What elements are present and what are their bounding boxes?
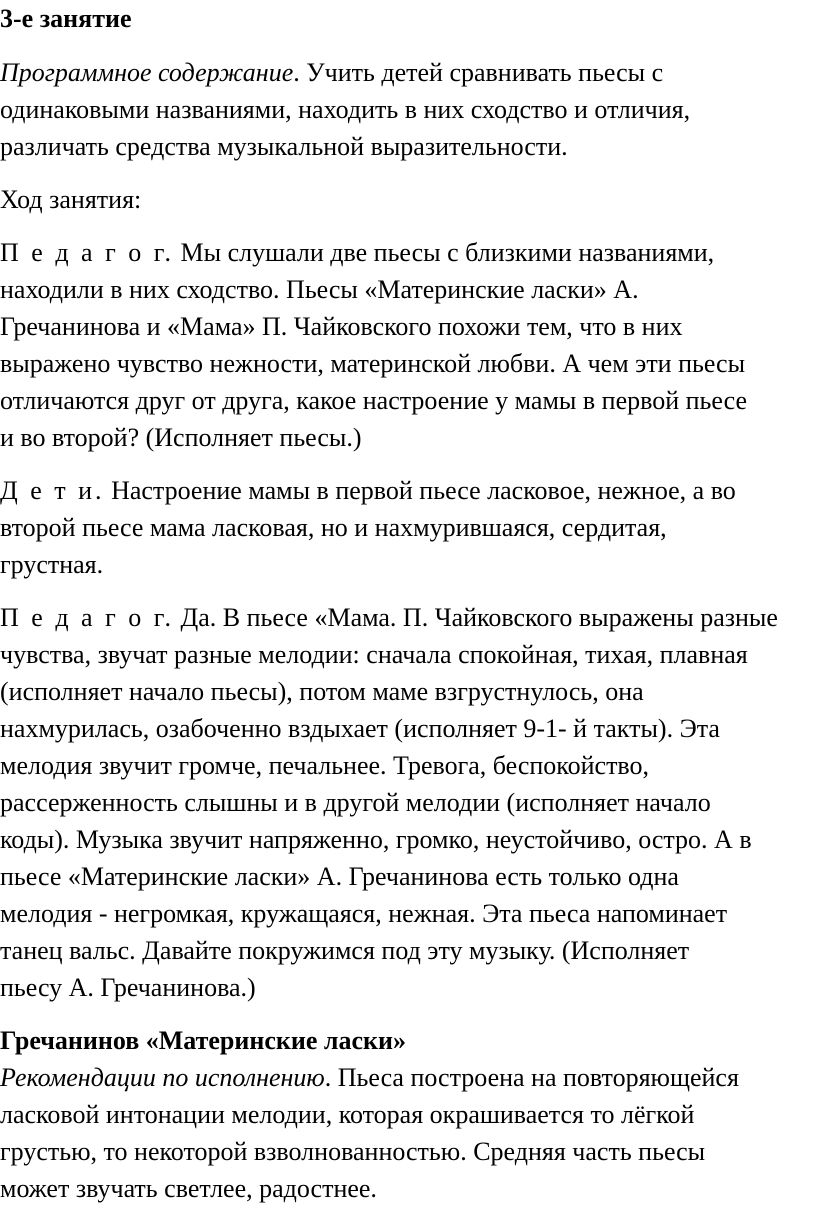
para3-line-4: нахмурилась, озабоченно вздыхает (исполняет 9-1- й такты). Эта <box>0 714 720 743</box>
lesson-heading: 3-е занятие <box>0 4 132 33</box>
program-line-1 <box>0 56 663 90</box>
program-line-3: различать средства музыкальной выразительности. <box>0 132 568 161</box>
para1-line-2: находили в них сходство. Пьесы «Материнские ласки» А. <box>0 275 639 304</box>
para1-line-1 <box>0 236 714 270</box>
para3-line-8: пьесе «Материнские ласки» А. Гречанинова есть только одна <box>0 862 679 891</box>
speaker-teacher: П е д а г о г. <box>0 238 174 267</box>
para2-line-3: грустная. <box>0 550 104 579</box>
recommend-text: . Пьеса построена на повторяющейся <box>324 1063 739 1092</box>
recommend-label: Рекомендации по исполнению <box>0 1063 325 1092</box>
program-text: . Учить детей сравнивать пьесы с <box>293 58 664 87</box>
para3-line-2: чувства, звучат разные мелодии: сначала спокойная, тихая, плавная <box>0 640 748 669</box>
para3-line-5: мелодия звучит громче, печальнее. Тревога, беспокойство, <box>0 751 650 780</box>
para2-line-2: второй пьесе мама ласковая, но и нахмурившаяся, сердитая, <box>0 513 667 542</box>
program-line-2: одинаковыми названиями, находить в них сходство и отличия, <box>0 95 691 124</box>
para1-line-6: и во второй? (Исполняет пьесы.) <box>0 423 362 452</box>
speaker-teacher-2: П е д а г о г. <box>0 603 174 632</box>
course-label: Ход занятия: <box>0 185 142 214</box>
para2-line-1 <box>0 474 736 508</box>
recommend-line-2: ласковой интонации мелодии, которая окрашивается то лёгкой <box>0 1100 695 1129</box>
para3-line-1 <box>0 601 778 635</box>
recommend-line-4: может звучать светлее, радостнее. <box>0 1174 377 1203</box>
para3-line-10: танец вальс. Давайте покружимся под эту музыку. (Исполняет <box>0 936 690 965</box>
para1-line-4: выражено чувство нежности, материнской любви. А чем эти пьесы <box>0 349 746 378</box>
para1-text: Мы слушали две пьесы с близкими названиями, <box>173 238 715 267</box>
para1-line-3: Гречанинова и «Мама» П. Чайковского похожи тем, что в них <box>0 312 683 341</box>
recommend-line-1 <box>0 1061 739 1095</box>
para3-line-3: (исполняет начало пьесы), потом маме взгрустнулось, она <box>0 677 644 706</box>
speaker-children: Д е т и. <box>0 476 105 505</box>
para3-line-6: рассерженность слышны и в другой мелодии (исполняет начало <box>0 788 711 817</box>
recommend-line-3: грустью, то некоторой взволнованностью. Средняя часть пьесы <box>0 1137 706 1166</box>
para2-text: Настроение мамы в первой пьесе ласковое, нежное, а во <box>104 476 736 505</box>
program-label: Программное содержание <box>0 58 294 87</box>
para3-line-7: коды). Музыка звучит напряженно, громко, неустойчиво, остро. А в <box>0 825 752 854</box>
piece-title: Гречанинов «Материнские ласки» <box>0 1026 406 1055</box>
para3-line-11: пьесу А. Гречанинова.) <box>0 973 256 1002</box>
para1-line-5: отличаются друг от друга, какое настроение у мамы в первой пьесе <box>0 386 747 415</box>
para3-text: Да. В пьесе «Мама. П. Чайковского выражены разные <box>173 603 778 632</box>
para3-line-9: мелодия - негромкая, кружащаяся, нежная. Эта пьеса напоминает <box>0 899 728 928</box>
